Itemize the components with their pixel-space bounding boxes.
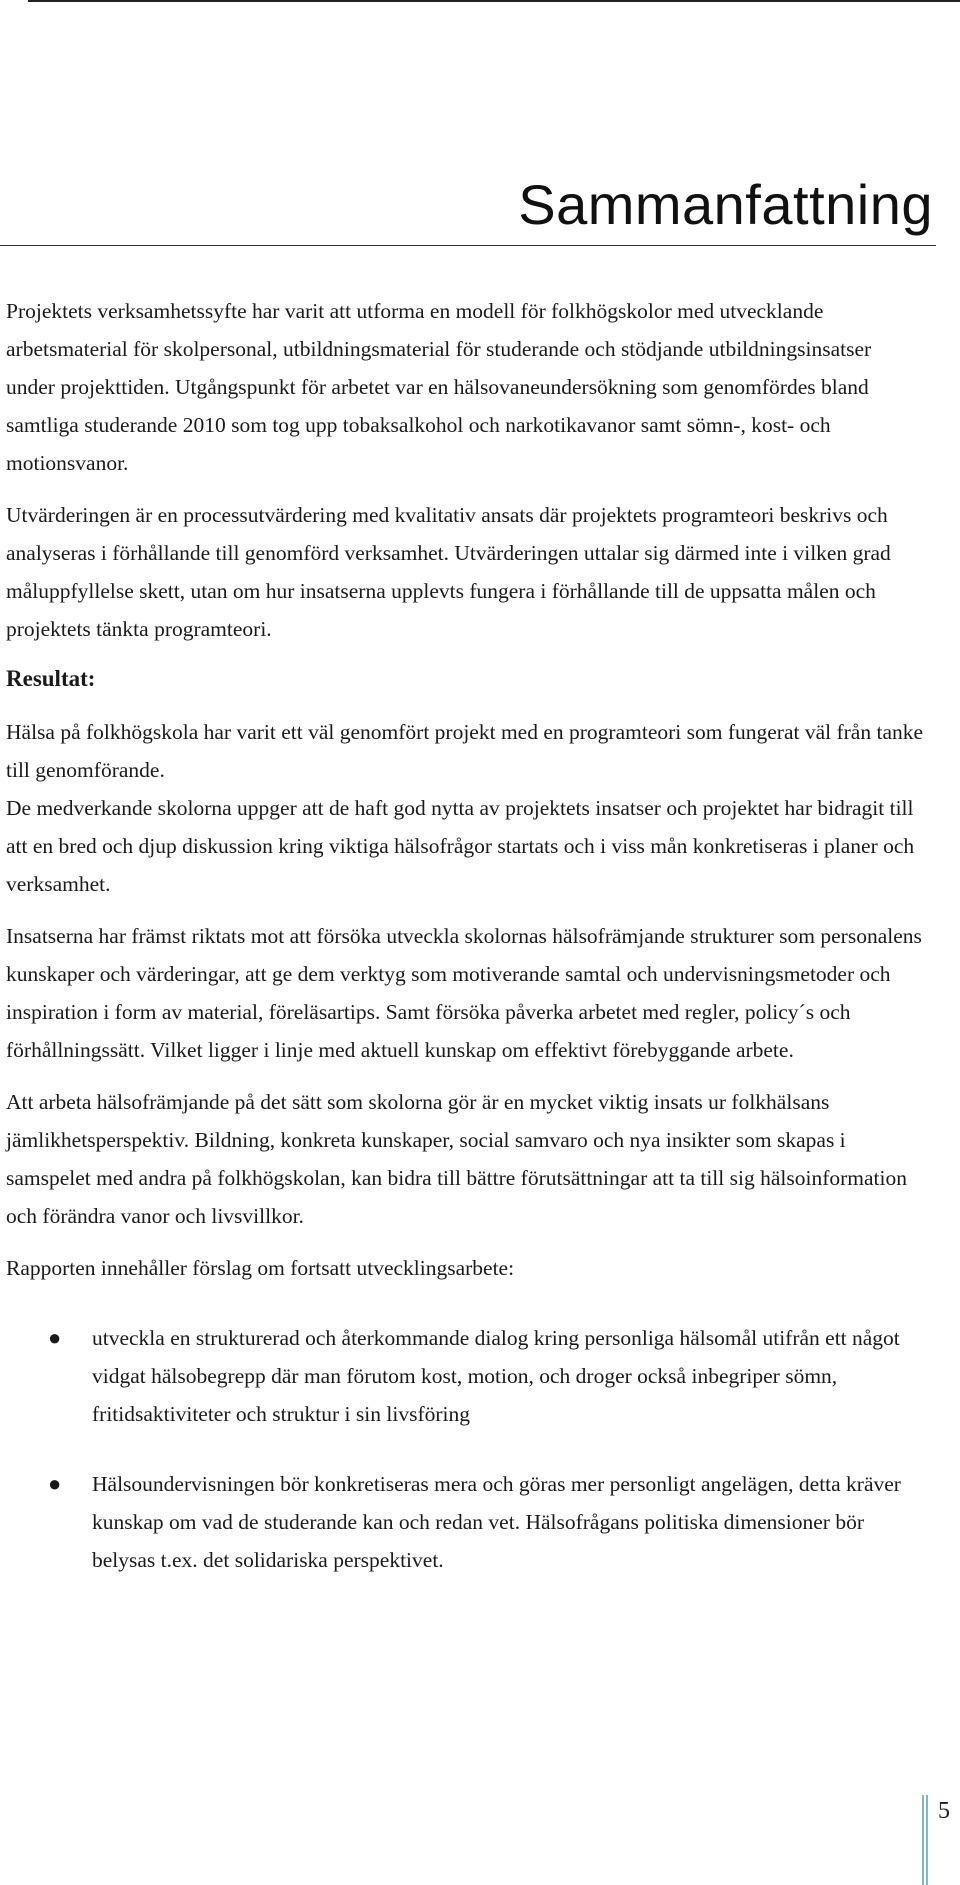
- bullet-icon: ●: [48, 1471, 62, 1496]
- list-item-text: utveckla en strukturerad och återkommande dialog kring personliga hälsomål utifrån ett något vidgat hälsobegrepp där man förutom kost, motion, och droger också inbegriper sömn, fritidsaktiviteter och struktur i sin livsföring: [92, 1326, 900, 1426]
- paragraph-purpose: Projektets verksamhetssyfte har varit att utforma en modell för folkhögskolor med utvecklande arbetsmaterial för skolpersonal, utbildningsmaterial för studerande och stödjande utbildningsinsatser under projekttiden. Utgångspunkt för arbetet var en hälsovaneundersökning som genomfördes bland samtliga studerande 2010 som tog upp tobaksalkohol och narkotikavanor samt sömn-, kost- och motionsvanor.: [6, 299, 872, 475]
- body-content: [6, 292, 924, 1611]
- page-number: 5: [938, 1798, 950, 1824]
- paragraph-proposals-intro: Rapporten innehåller förslag om fortsatt utvecklingsarbete:: [6, 1256, 515, 1280]
- title-rule: [0, 245, 936, 246]
- list-item-text: Hälsoundervisningen bör konkretiseras mera och göras mer personligt angelägen, detta kräver kunskap om vad de studerande kan och redan vet. Hälsofrågans politiska dimensioner bör belysas t.ex. det solidariska perspektivet.: [92, 1472, 901, 1572]
- top-rule: [28, 0, 960, 2]
- list-item: [6, 1319, 924, 1433]
- list-item: [6, 1465, 924, 1579]
- paragraph-health-equity: Att arbeta hälsofrämjande på det sätt som skolorna gör är en mycket viktig insats ur folkhälsans jämlikhetsperspektiv. Bildning, konkreta kunskaper, social samvaro och nya insikter som skapas i samspelet med andra på folkhögskolan, kan bidra till bättre förutsättningar att ta till sig hälsoinformation och förändra vanor och livsvillkor.: [6, 1090, 907, 1228]
- proposal-list: [6, 1319, 924, 1579]
- paragraph-efforts: Insatserna har främst riktats mot att försöka utveckla skolornas hälsofrämjande strukturer som personalens kunskaper och värderingar, att ge dem verktyg som motiverande samtal och undervisningsmetoder och inspiration i form av material, föreläsartips. Samt försöka påverka arbetet med regler, policy´s och förhållningssätt. Vilket ligger i linje med aktuell kunskap om effektivt förebyggande arbete.: [6, 924, 922, 1062]
- bullet-icon: ●: [48, 1325, 62, 1350]
- page-number-bar: [926, 1795, 928, 1885]
- paragraph-result-1: Hälsa på folkhögskola har varit ett väl genomfört projekt med en programteori som fungerat väl från tanke till genomförande.: [6, 720, 924, 782]
- paragraph-evaluation: Utvärderingen är en processutvärdering med kvalitativ ansats där projektets programteori beskrivs och analyseras i förhållande till genomförd verksamhet. Utvärderingen uttalar sig därmed inte i vilken grad måluppfyllelse skett, utan om hur insatserna upplevts fungera i förhållande till de uppsatta målen och projektets tänkta programteori.: [6, 503, 891, 641]
- paragraph-result-2: De medverkande skolorna uppger att de haft god nytta av projektets insatser och projektet har bidragit till att en bred och djup diskussion kring viktiga hälsofrågor startats och i viss mån konkretiseras i planer och verksamhet.: [6, 796, 915, 896]
- page-number-bar: [922, 1795, 924, 1885]
- page-title: Sammanfattning: [518, 173, 933, 236]
- results-heading: Resultat:: [6, 666, 96, 691]
